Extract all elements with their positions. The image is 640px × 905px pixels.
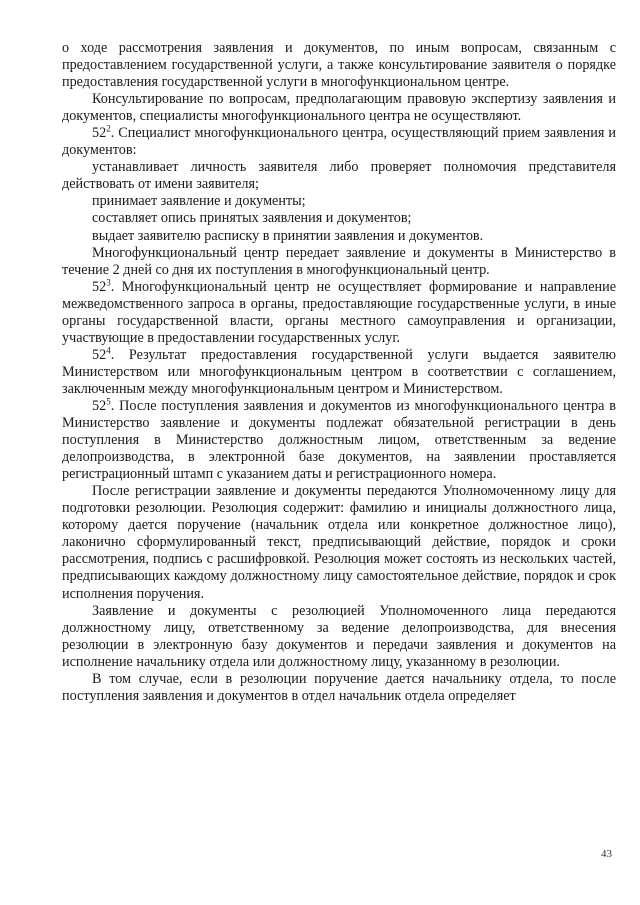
paragraph: выдает заявителю расписку в принятии заявления и документов. bbox=[92, 227, 484, 244]
clause-number: 52 bbox=[92, 278, 107, 295]
paragraph: составляет опись принятых заявления и документов; bbox=[92, 210, 412, 227]
page-number: 43 bbox=[601, 848, 612, 860]
paragraph: Консультирование по вопросам, предполагающим правовую экспертизу заявления и документов, специалисты многофункционального центра не осуществляют. bbox=[62, 91, 616, 125]
document-page bbox=[62, 40, 616, 705]
clause-number: 52 bbox=[92, 397, 107, 414]
paragraph: принимает заявление и документы; bbox=[92, 193, 306, 210]
paragraph: В том случае, если в резолюции поручение дается начальнику отдела, то после поступления заявления и документов в отдел начальник отдела определяет bbox=[62, 670, 616, 704]
paragraph: После регистрации заявление и документы передаются Уполномоченному лицу для подготовки резолюции. Резолюция содержит: фамилию и инициалы должностного лица, которому дается поручение (начальник отдела или конкретное должностное лицо), лаконично сформулированный текст, предписывающий действие, порядок и сроки рассмотрения, подпись с расшифровкой. Резолюция может состоять из нескольких частей, предписывающих каждому должностному лицу самостоятельное действие, порядок и срок исполнения поручения. bbox=[62, 483, 616, 602]
clause-number: 52 bbox=[92, 346, 107, 363]
clause-superscript: 2 bbox=[106, 123, 111, 134]
paragraph: Многофункциональный центр передает заявление и документы в Министерство в течение 2 дней со дня их поступления в многофункциональный центр. bbox=[62, 244, 616, 278]
paragraph: $52^2$. Специалист многофункционального центра, осуществляющий прием заявления и документов: bbox=[62, 123, 616, 159]
paragraph: Заявление и документы с резолюцией Уполномоченного лица передаются должностному лицу, ответственному за ведение делопроизводства, для внесения резолюции в электронную базу документов и передачи заявления и документов на исполнение начальнику отдела или должностному лицу, указанному в резолюции. bbox=[62, 602, 616, 670]
paragraph: о ходе рассмотрения заявления и документов, по иным вопросам, связанным с предоставлением государственной услуги, а также консультирование заявителя о порядке предоставления государственной услуги в многофункциональном центре. bbox=[62, 40, 616, 91]
paragraph: $52^5$. После поступления заявления и документов из многофункционального центра в Министерство заявление и документы подлежат обязательной регистрации в день поступления в Министерство должностным лицом, ответственным за ведение делопроизводства, в электронной базе документов, на заявлении проставляется регистрационный штамп с указанием даты и регистрационного номера. bbox=[62, 396, 616, 483]
paragraph: $52^4$. Результат предоставления государственной услуги выдается заявителю Министерством или многофункциональным центром в соответствии с соглашением, заключенным между многофункциональным центром и Министерством. bbox=[62, 345, 616, 397]
clause-superscript: 5 bbox=[106, 396, 111, 407]
clause-superscript: 4 bbox=[106, 345, 111, 356]
clause-number: 52 bbox=[92, 125, 107, 142]
clause-superscript: 3 bbox=[106, 276, 111, 287]
paragraph: $52^3$. Многофункциональный центр не осуществляет формирование и направление межведомственного запроса в органы, предоставляющие государственные услуги, в иные органы государственной власти, органы местного самоуправления и организации, участвующие в предоставлении государственных услуг. bbox=[62, 276, 616, 346]
paragraph: устанавливает личность заявителя либо проверяет полномочия представителя действовать от имени заявителя; bbox=[62, 159, 616, 193]
